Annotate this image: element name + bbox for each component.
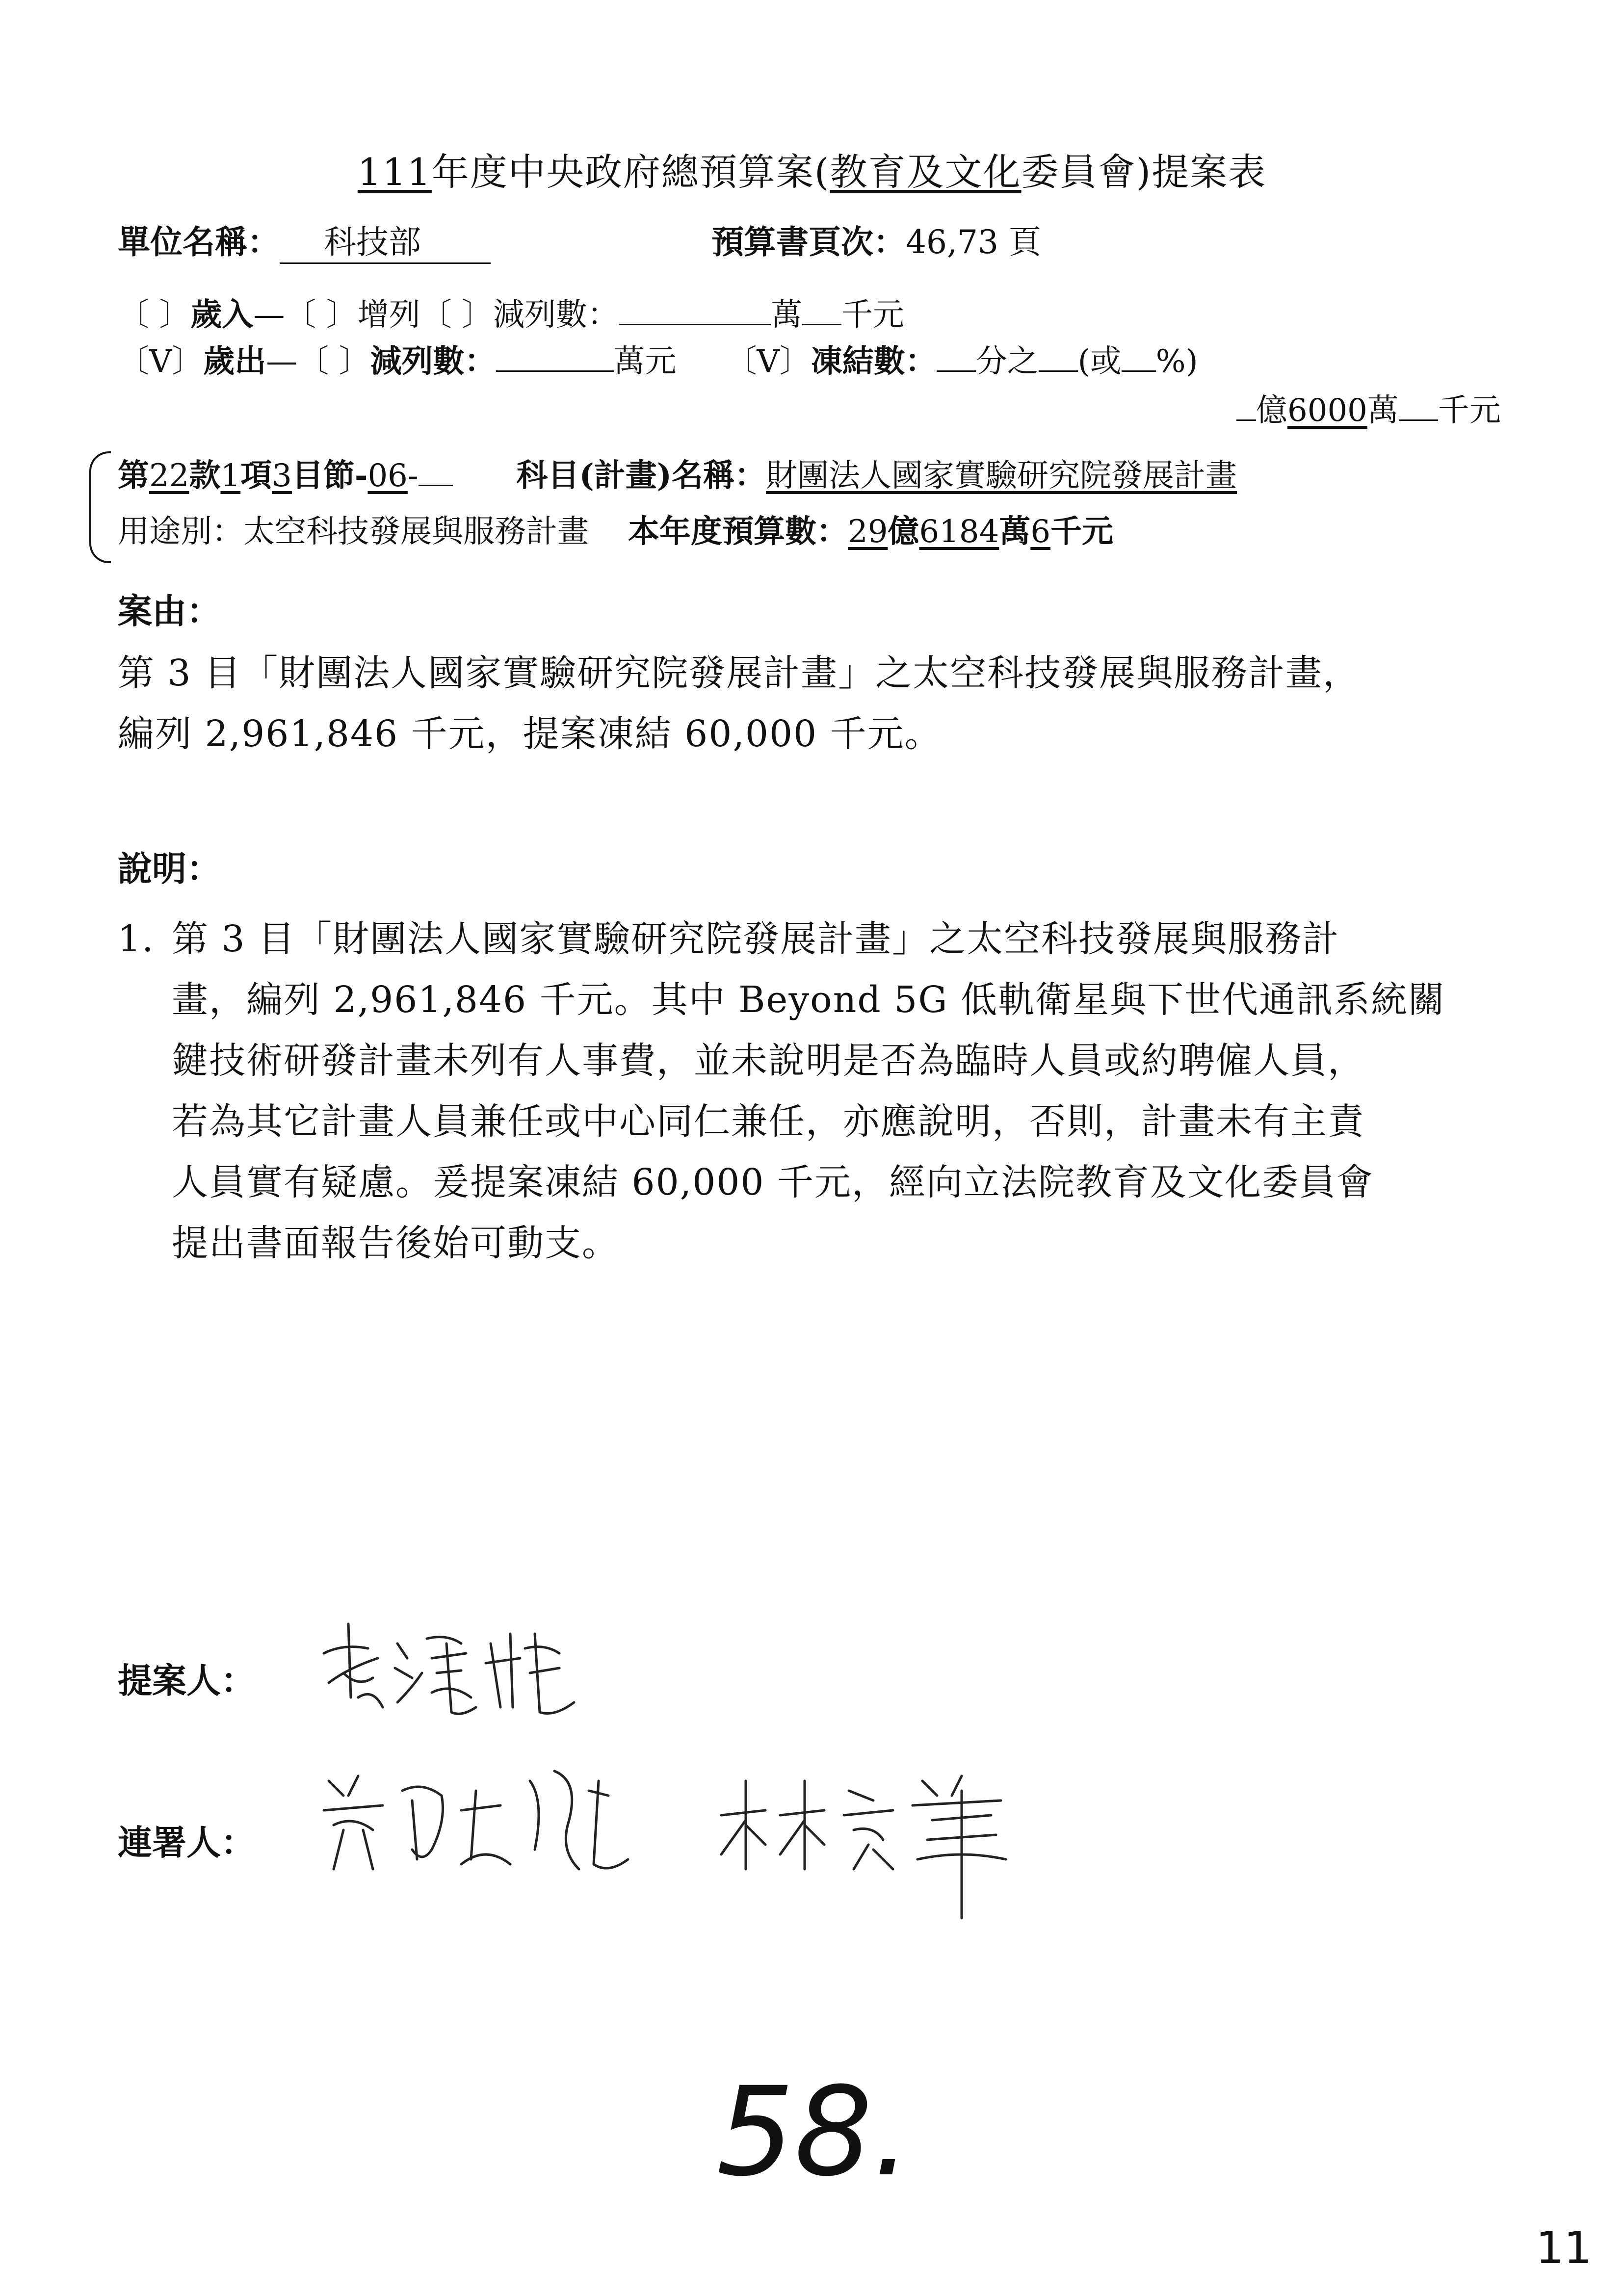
decrease-wan-unit: 萬 <box>771 297 803 333</box>
freeze-or-label: (或 <box>1077 343 1122 380</box>
handwritten-page-number: 58. <box>716 2061 912 2203</box>
title-post: 委員會)提案表 <box>1021 150 1267 194</box>
page-ref-label: 預算書頁次： <box>711 223 906 261</box>
freeze-percent-blank <box>1122 342 1156 372</box>
reason-line-1: 第 3 目「財團法人國家實驗研究院發展計畫」之太空科技發展與服務計畫， <box>118 652 1361 694</box>
proposer-label: 提案人： <box>118 1660 255 1701</box>
increase-label: 增列 <box>357 297 420 333</box>
freeze-denominator-blank <box>1039 342 1078 372</box>
explanation-line-4: 若為其它計畫人員兼任或中心同仁兼任，亦應說明，否則，計畫未有主責 <box>172 1100 1365 1143</box>
explanation-heading: 說明： <box>118 848 221 889</box>
revenue-dash: — <box>253 297 285 333</box>
subject-xiang-label: 項 <box>240 457 272 494</box>
budget-label: 本年度預算數： <box>628 513 848 550</box>
subject-xiang-value: 1 <box>220 458 241 494</box>
budget-yi-unit: 億 <box>888 513 919 550</box>
reason-heading: 案由： <box>118 591 221 631</box>
subject-name-value: 財團法人國家實驗研究院發展計畫 <box>766 458 1237 494</box>
amount-yi-blank <box>1236 391 1256 421</box>
budget-yi-value: 29 <box>848 514 888 550</box>
explanation-line-6: 提出書面報告後始可動支。 <box>172 1222 619 1264</box>
subject-line <box>118 450 1237 496</box>
budget-wan-value: 6184 <box>919 514 999 550</box>
expense-checkbox: 〔V〕 <box>118 343 204 380</box>
decrease-wan-blank <box>619 295 771 325</box>
subject-jie-label: 節- <box>323 457 368 494</box>
proposer-signature <box>314 1614 589 1727</box>
decrease-qian-unit: 千元 <box>841 297 905 333</box>
decrease-label: 減列數： <box>493 297 619 333</box>
expense-dash: — <box>266 343 298 380</box>
subject-name-label: 科目(計畫)名稱： <box>516 457 766 494</box>
use-line <box>118 506 1113 551</box>
amount-wan-unit: 萬 <box>1367 392 1399 429</box>
freeze-percent-label: %) <box>1155 343 1198 380</box>
cosigner-signature-2 <box>707 1761 1030 1923</box>
title-year: 111 <box>357 150 432 194</box>
freeze-numerator-blank <box>937 342 976 372</box>
subject-di: 第 <box>118 457 149 494</box>
freeze-fraction-label: 分之 <box>975 343 1039 380</box>
page-ref-row <box>711 216 1041 262</box>
subject-mu-value: 3 <box>272 458 292 494</box>
explanation-item <box>118 909 1555 1274</box>
expense-line <box>118 336 1198 381</box>
amount-wan-value: 6000 <box>1287 392 1367 429</box>
unit-value: 科技部 <box>280 216 491 264</box>
title-committee: 教育及文化 <box>830 150 1022 194</box>
subject-dash: - <box>407 458 419 494</box>
freeze-checkbox: 〔V〕 <box>725 343 811 380</box>
unit-row <box>118 216 491 264</box>
use-value: 太空科技發展與服務計畫 <box>243 514 589 550</box>
title-pre: 年度中央政府總預算案( <box>431 150 830 194</box>
explanation-item-number: 1. <box>118 918 155 960</box>
cosigner-label: 連署人： <box>118 1822 255 1863</box>
unit-label: 單位名稱： <box>118 223 280 261</box>
budget-qian-value: 6 <box>1030 514 1051 550</box>
increase-checkbox: 〔 〕 <box>285 297 358 333</box>
decrease-checkbox: 〔 〕 <box>420 297 494 333</box>
reason-body <box>118 643 1360 764</box>
subject-kuan-label: 款 <box>189 457 221 494</box>
decrease-qian-blank <box>802 295 841 325</box>
use-label: 用途別： <box>118 514 243 550</box>
expense-decrease-blank <box>496 342 614 372</box>
expense-decrease-unit: 萬元 <box>613 343 677 380</box>
subject-sub-blank <box>419 456 453 486</box>
subject-jie-value: 06 <box>367 458 408 494</box>
revenue-label: 歲入 <box>190 296 254 333</box>
amount-line <box>1236 385 1501 430</box>
expense-decrease-label: 減列數： <box>370 343 496 380</box>
amount-qian-blank <box>1399 391 1438 421</box>
page-ref-value: 46,73 頁 <box>906 223 1041 261</box>
page-title <box>0 142 1624 196</box>
budget-wan-unit: 萬 <box>999 513 1031 550</box>
explanation-line-2: 畫，編列 2,961,846 千元。其中 Beyond 5G 低軌衛星與下世代通訊系統關 <box>172 979 1445 1021</box>
subject-mu-label: 目 <box>291 457 323 494</box>
expense-label: 歲出 <box>203 343 266 380</box>
amount-yi-unit: 億 <box>1256 392 1287 429</box>
corner-mark: 11 <box>1536 2222 1592 2274</box>
budget-qian-unit: 千元 <box>1050 513 1114 550</box>
expense-decrease-checkbox: 〔 〕 <box>297 343 370 380</box>
explanation-line-1: 第 3 目「財團法人國家實驗研究院發展計畫」之太空科技發展與服務計 <box>172 918 1340 960</box>
cosigner-signature-1 <box>314 1751 648 1889</box>
freeze-label: 凍結數： <box>811 343 937 380</box>
subject-bracket <box>89 451 111 563</box>
revenue-line <box>118 289 904 335</box>
amount-qian-unit: 千元 <box>1438 392 1501 429</box>
revenue-checkbox: 〔 〕 <box>118 297 191 333</box>
explanation-line-3: 鍵技術研發計畫未列有人事費，並未說明是否為臨時人員或約聘僱人員， <box>172 1040 1365 1082</box>
explanation-line-5: 人員實有疑慮。爰提案凍結 60,000 千元，經向立法院教育及文化委員會 <box>172 1161 1374 1203</box>
subject-kuan-value: 22 <box>149 458 189 494</box>
reason-line-2: 編列 2,961,846 千元，提案凍結 60,000 千元。 <box>118 713 942 755</box>
